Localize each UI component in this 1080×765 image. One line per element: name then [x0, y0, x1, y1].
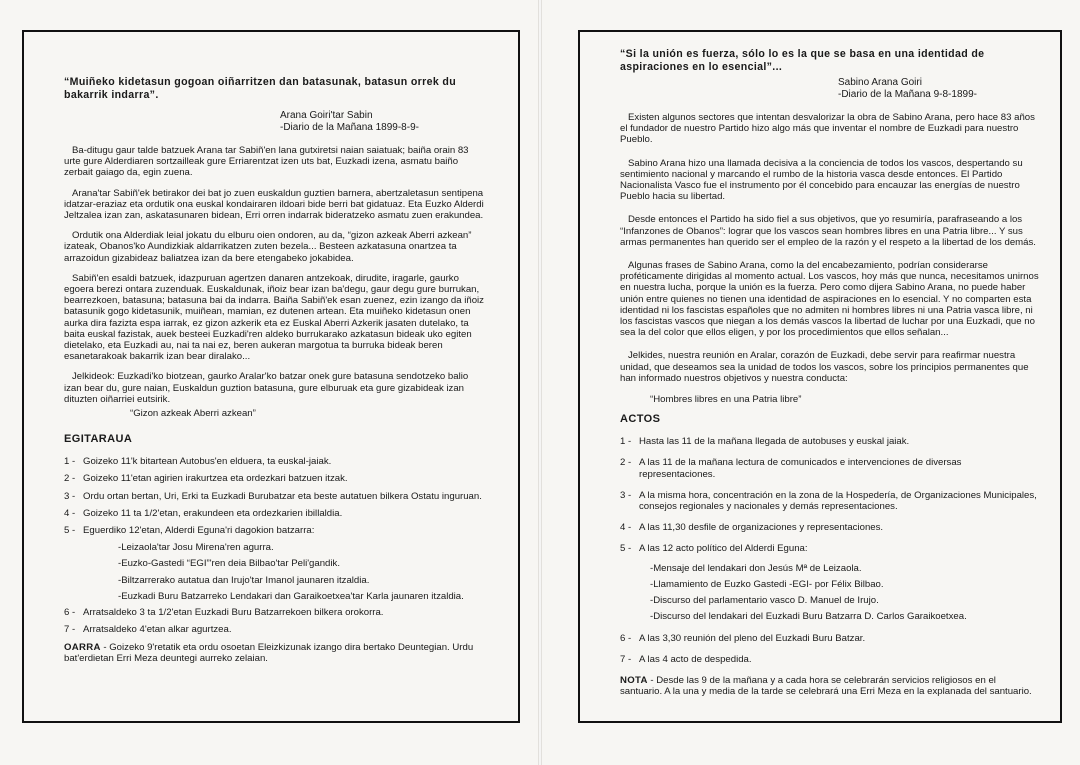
- item-number: 7 -: [64, 624, 76, 636]
- program-item: [64, 491, 484, 502]
- attribution-source: -Diario de la Mañana 1899-8-9-: [280, 122, 419, 133]
- program-item: [620, 654, 1040, 665]
- note-label: OARRA: [64, 641, 101, 653]
- note-label: NOTA: [620, 674, 648, 686]
- item-number: 6 -: [620, 632, 632, 644]
- body-paragraph: Jelkideok: Euzkadi'ko biotzean, gaurko Aralar'ko batzar onek gure batasuna sendotzeko balio izan bear du, gure naian, Euskaldun guztion batasuna, gure elburuak eta gure gizabideak izan dituzten oiñarriei eutsirik.: [64, 371, 469, 405]
- note-text: - Desde las 9 de la mañana y a cada hora se celebrarán servicios religiosos en el santuario. A la una y media de la tarde se celebrará una Erri Meza en la explanada del santuario.: [620, 674, 1032, 698]
- note-block: [620, 675, 1040, 697]
- closing-quote: “Gizon azkeak Aberri azkean”: [130, 408, 256, 420]
- body-paragraph: Algunas frases de Sabino Arana, como la del encabezamiento, podrían considerarse proféticamente dirigidas al momento actual. Los vascos, hoy más que nunca, necesitamos unirnos en nuestra lucha, porque la unión es la fuerza. Pero como dijera Sabino Arana, no puede haber unión entre quienes no tienen una identidad de aspiraciones en lo esencial. Y no comparten esta identidad ni los fascistas españoles que no admiten ni hombres libres ni una Patria vasca libre, ni los fascistas vascos que niegan a los demás vascos la libertad de luchar por una Euzkadi, que no sea la del color que ellos eligen, y por los procedimientos que ellos señalan...: [620, 260, 1039, 339]
- epigraph-quote: “Si la unión es fuerza, sólo lo es la que se basa en una identidad de aspiraciones en lo esencial”...: [620, 48, 985, 73]
- item-text: A las 11,30 desfile de organizaciones y representaciones.: [639, 522, 884, 534]
- item-text: A las 4 acto de despedida.: [639, 653, 752, 665]
- speech-item: -Llamamiento de Euzko Gastedi -EGI- por Félix Bilbao.: [650, 578, 884, 590]
- program-item: [620, 522, 1040, 533]
- item-text: Ordu ortan bertan, Uri, Erki ta Euzkadi Burubatzar eta beste autatuen bilkera Ostatu inguruan.: [83, 490, 482, 502]
- item-number: 3 -: [64, 490, 76, 502]
- attribution-author: Sabino Arana Goiri: [838, 77, 922, 88]
- program-item: [620, 490, 1040, 512]
- item-text: A las 12 acto político del Alderdi Eguna:: [639, 543, 808, 555]
- item-number: 5 -: [620, 543, 632, 555]
- body-paragraph: Existen algunos sectores que intentan desvalorizar la obra de Sabino Arana, pero hace 83 años el fundador de nuestro Partido hizo algo más que inventar el nombre de Euzkadi para nuestro Pueblo.: [620, 112, 1035, 146]
- item-number: 4 -: [64, 507, 76, 519]
- program-item: [64, 473, 484, 484]
- item-text: A las 3,30 reunión del pleno del Euzkadi Buru Batzar.: [639, 632, 866, 644]
- program-title: EGITARAUA: [64, 433, 133, 446]
- program-item: [620, 457, 1040, 479]
- item-text: A la misma hora, concentración en la zona de la Hospedería, de Organizaciones Municipales, consejos regionales y nacionales y demás representaciones.: [639, 489, 1037, 513]
- item-number: 2 -: [64, 473, 76, 485]
- speech-item: -Leizaola'tar Josu Mirena'ren agurra.: [118, 542, 274, 554]
- body-paragraph: Desde entonces el Partido ha sido fiel a sus objetivos, que yo resumiría, parafraseando a los “Infanzones de Obanos”: lograr que los vascos sean hombres libres en una Patria libre... Y sus armas permanentes han querido ser el empleo de la razón y el respeto a la libertad de los demás.: [620, 214, 1036, 248]
- item-text: Hasta las 11 de la mañana llegada de autobuses y euskal jaiak.: [639, 436, 910, 448]
- left-page-frame: [22, 30, 520, 723]
- item-number: 1 -: [620, 436, 632, 448]
- epigraph-attribution: [64, 110, 484, 134]
- item-number: 6 -: [64, 607, 76, 619]
- speech-item: -Discurso del parlamentario vasco D. Manuel de Irujo.: [650, 595, 879, 607]
- attribution-author: Arana Goiri'tar Sabin: [280, 110, 373, 121]
- body-paragraph: Ordutik ona Alderdiak leial jokatu du elburu oien ondoren, au da, “gizon azkeak Aberri azkean” izateak, Obanos'ko Aundizkiak aldarrikatzen zuten bezela... Besteen azkatasuna onartzea ta arrazoidun gizabideaz baliatzea izan da bere etengabeko jokabidea.: [64, 230, 472, 264]
- speech-item: -Euzko-Gastedi “EGI”'ren deia Bilbao'tar Peli'gandik.: [118, 558, 340, 570]
- item-text: Goizeko 11'etan agirien irakurtzea eta ordezkari batzuen itzak.: [83, 473, 348, 485]
- program-item: [64, 508, 484, 519]
- item-number: 7 -: [620, 653, 632, 665]
- body-paragraph: Sabino Arana hizo una llamada decisiva a la conciencia de todos los vascos, despertando su sentimiento nacional y marcando el rumbo de la historia vasca desde entonces. El Partido Nacionalista Vasco fue el instrumento por él concebido para encauzar las energías de nuestro Pueblo hacia su libertad.: [620, 157, 1023, 203]
- attribution-source: -Diario de la Mañana 9-8-1899-: [838, 89, 977, 100]
- item-text: A las 11 de la mañana lectura de comunicados e intervenciones de diversas representaciones.: [639, 457, 962, 480]
- speech-item: -Biltzarrerako autatua dan Irujo'tar Imanol jaunaren itzaldia.: [118, 574, 370, 586]
- body-paragraph: Sabiñ'en esaldi batzuek, idazpuruan agertzen danaren antzekoak, dirudite, iragarle, gaurko egoera berezi ontara zuzenduak. Euskaldunak, iñoiz bear izan ba'degu, gaur degu gure burrukan, bearrezkoen, batasuna; batasuna bai da indarra. Baiña Sabiñ'ek esan zuenez, ezin izango da iñoiz batasunik gogo kidetasunik, muiñean, mamian, ez dutenen artean. Eta muiñeko kidetasun onen aurka dira fazizta espa iarrak, ez gizon azkerik eta ez Euskal Aberri Azkerik jasaten dutelako, ta baita euskal fazistak, auek besteei Euzkadi'ren aldeko burrukarako azkatasun bideak uko egiten dietelako, eta Euzkadi au, nai ta nai ez, beren aukeran margotua ta burruka bideak beren esanetarakoak bakarrik izan bear diralako...: [64, 272, 484, 363]
- item-number: 5 -: [64, 525, 76, 537]
- body-paragraph: Arana'tar Sabiñ'ek betirakor dei bat jo zuen euskaldun guztien barnera, abertzaletasun sentipena idatzar-eraziaz eta ordutik ona euskal kondairaren ildoari bide berri bat gidatuaz. Eta Euzko Alderdi Jeltzalea izan zan, askatasunaren bidean, Erri orren indarrak bideratzeko asmatu zuen erakundea.: [64, 187, 484, 222]
- note-block: [64, 642, 484, 664]
- item-text: Arratsaldeko 4'etan alkar agurtzea.: [83, 624, 232, 636]
- program-item: [64, 456, 484, 467]
- item-number: 4 -: [620, 522, 632, 534]
- item-number: 3 -: [620, 489, 632, 501]
- program-item: [64, 607, 484, 618]
- item-number: 2 -: [620, 457, 632, 469]
- item-text: Goizeko 11'k bitartean Autobus'en elduera, ta euskal-jaiak.: [83, 456, 332, 468]
- speech-list: [620, 563, 1040, 623]
- program-item: [620, 436, 1040, 447]
- item-text: Arratsaldeko 3 ta 1/2'etan Euzkadi Buru Batzarrekoen bilkera orokorra.: [83, 607, 384, 619]
- note-text: - Goizeko 9'retatik eta ordu osoetan Eleizkizunak izango dira bertako Deuntegian. Urdu bat'erdietan Erri Meza deuntegi aurreko zelaian.: [64, 641, 474, 664]
- speech-item: -Mensaje del lendakari don Jesús Mª de Leizaola.: [650, 562, 862, 574]
- program-item: [620, 633, 1040, 644]
- epigraph-quote: “Muiñeko kidetasun gogoan oiñarritzen dan batasunak, batasun orrek du bakarrik indarra”.: [64, 76, 457, 101]
- program-item: [620, 543, 1040, 554]
- epigraph-attribution: [620, 77, 1040, 101]
- item-text: Eguerdiko 12'etan, Alderdi Eguna'ri dagokion batzarra:: [83, 525, 315, 537]
- speech-item: -Euzkadi Buru Batzarreko Lendakari dan Garaikoetxea'tar Karla jaunaren itzaldia.: [118, 590, 464, 602]
- item-text: Goizeko 11 ta 1/2'etan, erakundeen eta ordezkarien ibillaldia.: [83, 507, 343, 519]
- right-page-frame: [578, 30, 1062, 723]
- program-item: [64, 525, 484, 536]
- speech-item: -Discurso del lendakari del Euzkadi Buru Batzarra D. Carlos Garaikoetxea.: [650, 611, 967, 623]
- closing-quote: “Hombres libres en una Patria libre”: [650, 394, 802, 406]
- body-paragraph: Jelkides, nuestra reunión en Aralar, corazón de Euzkadi, debe servir para reafirmar nuestra unidad, que deseamos sea la unidad de todos los vascos, sobre los principios permanentes que han informado nuestros objetivos y nuestra conducta:: [620, 350, 1029, 384]
- item-number: 1 -: [64, 456, 76, 468]
- speech-list: [64, 542, 484, 602]
- program-item: [64, 624, 484, 635]
- program-title: ACTOS: [620, 413, 661, 426]
- body-paragraph: Ba-ditugu gaur talde batzuek Arana tar Sabiñ'en lana gutxiretsi naian saiatuak; baiña orain 83 urte gure Alderdiaren sortzailleak gure Erriarentzat izen uts bat, Euzkadi izena, asmatu baiño zerbait gaiago da, egin zuena.: [64, 145, 469, 179]
